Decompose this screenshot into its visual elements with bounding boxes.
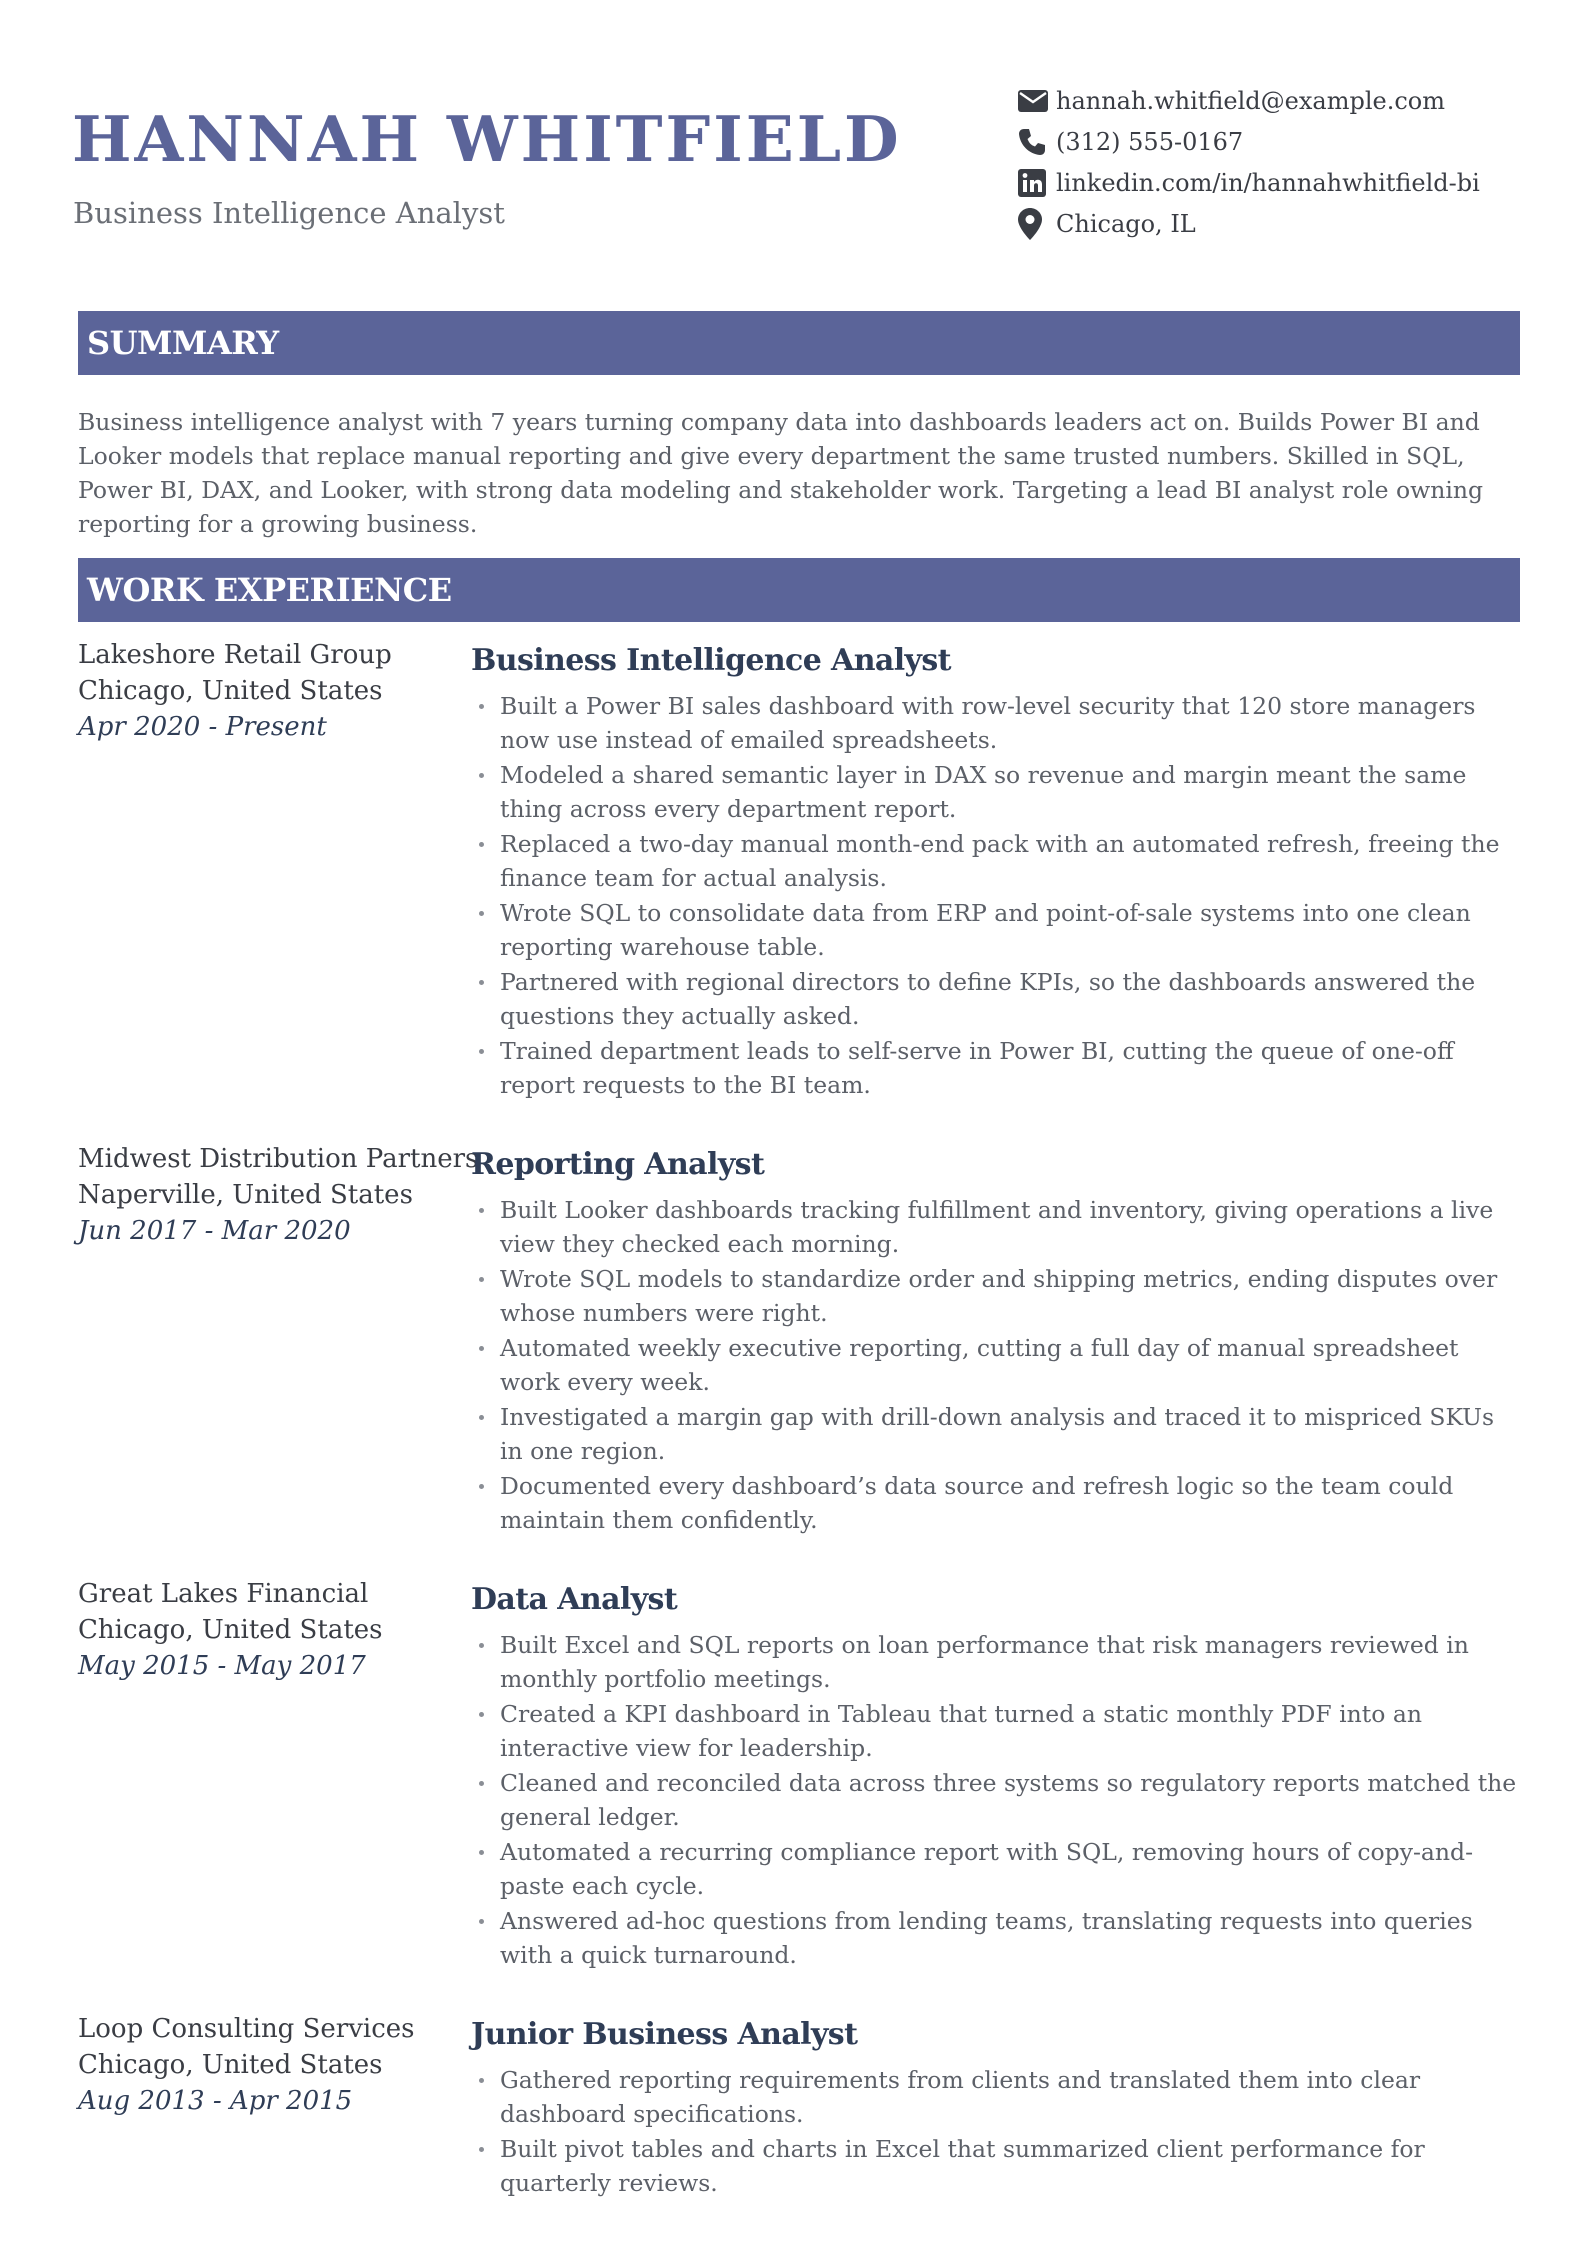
- bullet-item: Documented every dashboard’s data source and refresh logic so the team could maintain them confidently.: [471, 1469, 1523, 1537]
- bullet-item: Partnered with regional directors to define KPIs, so the dashboards answered the questions they actually asked.: [471, 965, 1523, 1033]
- job-bullets: [471, 1628, 1523, 1972]
- job-location: Chicago, United States: [78, 676, 383, 706]
- section-title: WORK EXPERIENCE: [87, 571, 452, 609]
- job-details: [471, 1576, 1523, 1973]
- job-location: Naperville, United States: [78, 1180, 413, 1210]
- candidate-name: HANNAH WHITFIELD: [72, 102, 902, 176]
- envelope-icon: [1018, 86, 1052, 116]
- contact-email[interactable]: [1018, 80, 1480, 121]
- section-title: SUMMARY: [87, 324, 279, 362]
- bullet-item: Built Excel and SQL reports on loan performance that risk managers reviewed in monthly portfolio meetings.: [471, 1628, 1523, 1696]
- job-bullets: [471, 1193, 1523, 1537]
- bullet-item: Wrote SQL to consolidate data from ERP and point-of-sale systems into one clean reporting warehouse table.: [471, 896, 1523, 964]
- bullet-item: Automated a recurring compliance report with SQL, removing hours of copy-and-paste each cycle.: [471, 1835, 1523, 1903]
- job-company: Great Lakes Financial: [78, 1579, 369, 1609]
- bullet-item: Modeled a shared semantic layer in DAX so revenue and margin meant the same thing across every department report.: [471, 758, 1523, 826]
- summary-text: Business intelligence analyst with 7 years turning company data into dashboards leaders act on. Builds Power BI and Looker models that replace manual reporting and give every department the same trusted numbers. Skilled in SQL, Power BI, DAX, and Looker, with strong data modeling and stakeholder work. Targeting a lead BI analyst role owning reporting for a growing business.: [78, 408, 1484, 538]
- job-company: Lakeshore Retail Group: [78, 640, 392, 670]
- bullet-item: Built pivot tables and charts in Excel that summarized client performance for quarterly reviews.: [471, 2132, 1523, 2200]
- contact-location: [1018, 203, 1480, 244]
- contact-linkedin-text: linkedin.com/in/hannahwhitfield-bi: [1056, 168, 1480, 197]
- contact-phone-text: (312) 555-0167: [1056, 127, 1244, 156]
- bullet-item: Created a KPI dashboard in Tableau that turned a static monthly PDF into an interactive view for leadership.: [471, 1697, 1523, 1765]
- job-bullets: [471, 2063, 1523, 2200]
- bullet-item: Built a Power BI sales dashboard with row-level security that 120 store managers now use instead of emailed spreadsheets.: [471, 689, 1523, 757]
- job-meta: [78, 1576, 438, 1684]
- job-dates: Apr 2020 - Present: [78, 712, 327, 742]
- contact-location-text: Chicago, IL: [1056, 209, 1196, 238]
- job-bullets: [471, 689, 1523, 1102]
- job-location: Chicago, United States: [78, 2050, 383, 2080]
- bullet-item: Answered ad-hoc questions from lending teams, translating requests into queries with a quick turnaround.: [471, 1904, 1523, 1972]
- bullet-item: Gathered reporting requirements from clients and translated them into clear dashboard specifications.: [471, 2063, 1523, 2131]
- job-details: [471, 637, 1523, 1103]
- job-company: Midwest Distribution Partners: [78, 1144, 479, 1174]
- bullet-item: Replaced a two-day manual month-end pack with an automated refresh, freeing the finance team for actual analysis.: [471, 827, 1523, 895]
- job-title: Data Analyst: [471, 1582, 678, 1617]
- job-company: Loop Consulting Services: [78, 2014, 415, 2044]
- bullet-item: Automated weekly executive reporting, cutting a full day of manual spreadsheet work every week.: [471, 1331, 1523, 1399]
- contact-list: [1018, 80, 1480, 244]
- job-meta: [78, 637, 438, 745]
- job-title: Junior Business Analyst: [471, 2017, 858, 2052]
- job-location: Chicago, United States: [78, 1615, 383, 1645]
- section-header-work-experience: [78, 558, 1520, 622]
- bullet-item: Wrote SQL models to standardize order and shipping metrics, ending disputes over whose numbers were right.: [471, 1262, 1523, 1330]
- contact-phone[interactable]: [1018, 121, 1480, 162]
- job-details: [471, 1141, 1523, 1538]
- bullet-item: Built Looker dashboards tracking fulfillment and inventory, giving operations a live view they checked each morning.: [471, 1193, 1523, 1261]
- job-dates: Aug 2013 - Apr 2015: [78, 2086, 353, 2116]
- bullet-item: Investigated a margin gap with drill-down analysis and traced it to mispriced SKUs in one region.: [471, 1400, 1523, 1468]
- job-title: Business Intelligence Analyst: [471, 643, 951, 678]
- job-dates: May 2015 - May 2017: [78, 1651, 366, 1681]
- job-meta: [78, 2011, 438, 2119]
- candidate-title: Business Intelligence Analyst: [73, 196, 505, 230]
- phone-icon: [1018, 127, 1052, 157]
- linkedin-icon: [1018, 168, 1052, 198]
- contact-linkedin[interactable]: [1018, 162, 1480, 203]
- job-meta: [78, 1141, 479, 1249]
- job-title: Reporting Analyst: [471, 1147, 765, 1182]
- bullet-item: Trained department leads to self-serve in Power BI, cutting the queue of one-off report requests to the BI team.: [471, 1034, 1523, 1102]
- job-details: [471, 2011, 1523, 2201]
- job-dates: Jun 2017 - Mar 2020: [78, 1216, 351, 1246]
- contact-email-text: hannah.whitfield@example.com: [1056, 86, 1445, 115]
- section-header-summary: [78, 311, 1520, 375]
- map-pin-icon: [1018, 209, 1052, 239]
- bullet-item: Cleaned and reconciled data across three systems so regulatory reports matched the general ledger.: [471, 1766, 1523, 1834]
